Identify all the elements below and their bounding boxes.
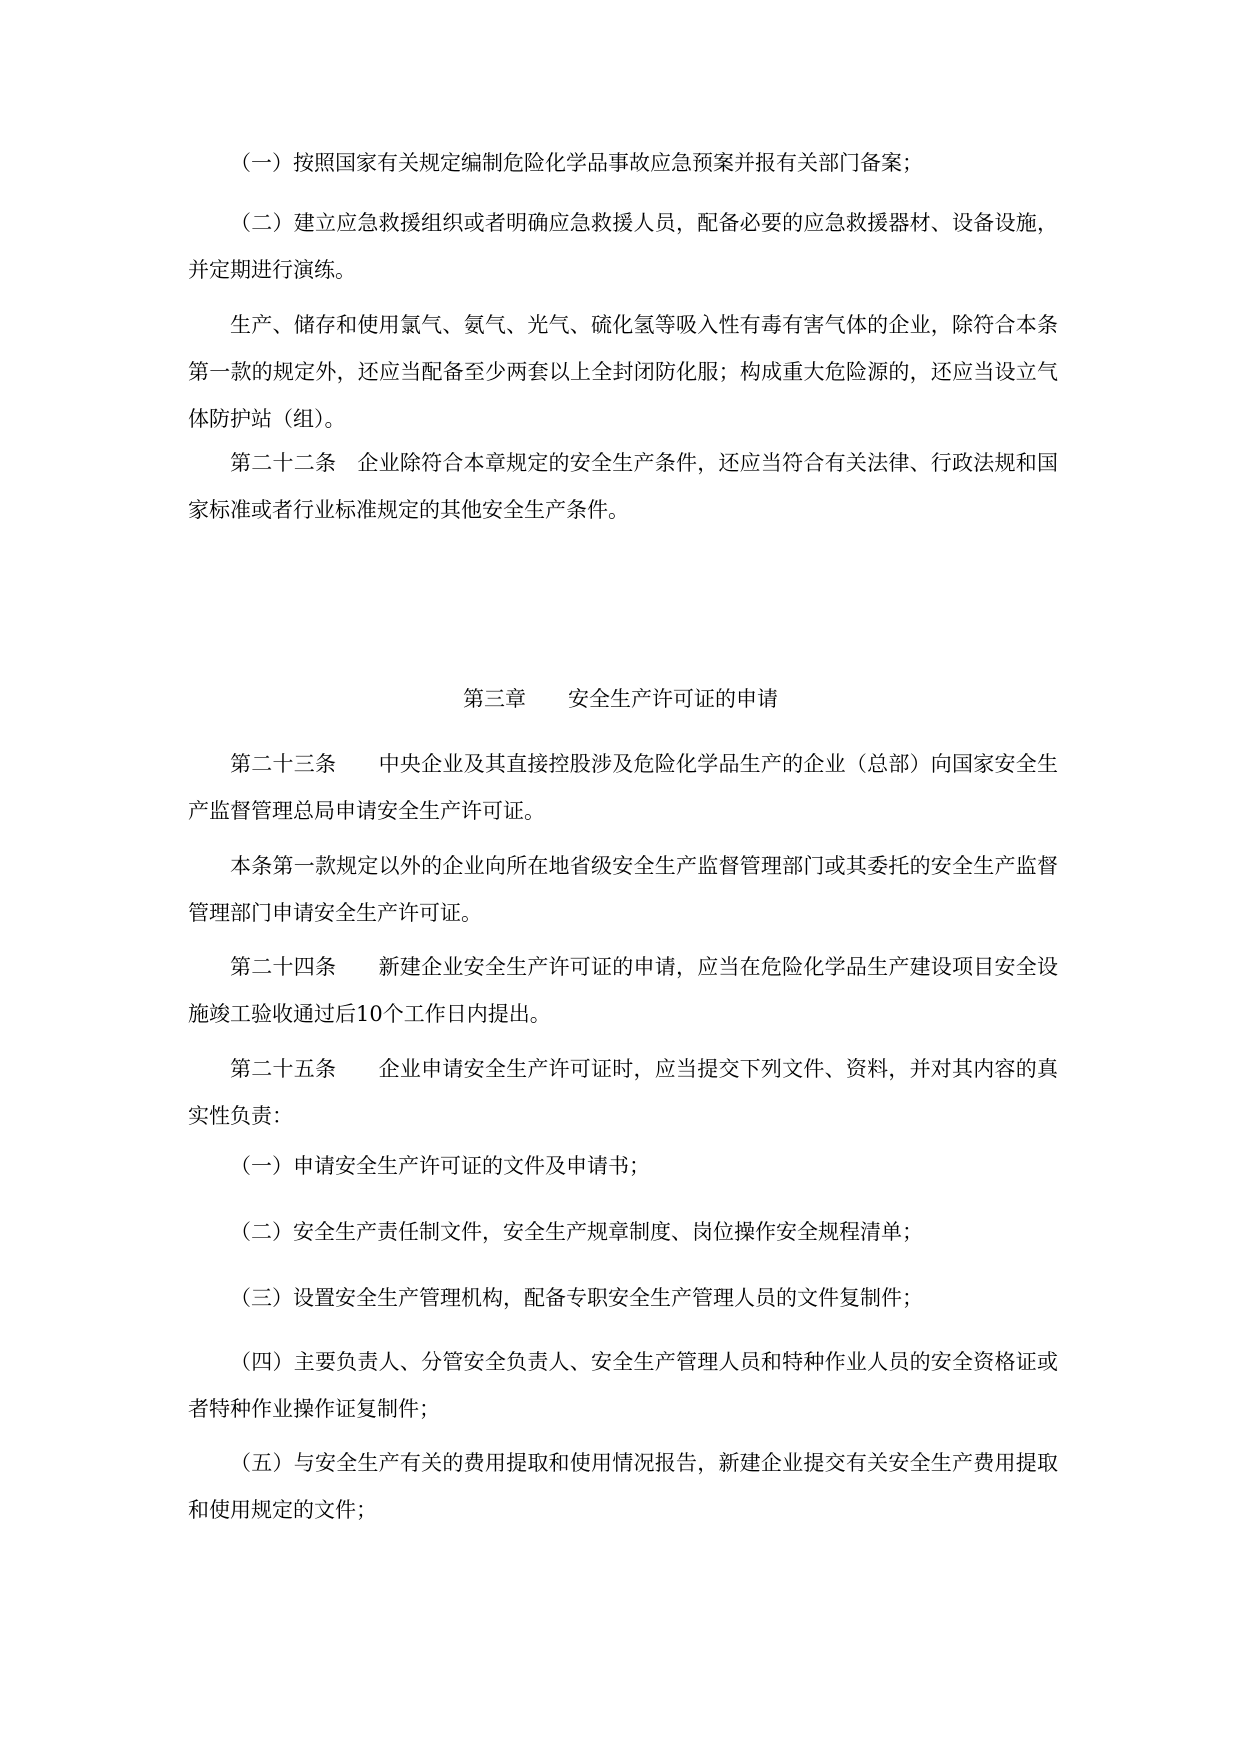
list-item-application-documents: （一）申请安全生产许可证的文件及申请书；: [230, 1154, 650, 1178]
list-item-qualification-certificates: （四）主要负责人、分管安全负责人、安全生产管理人员和特种作业人员的安全资格证或者特种作业操作证复制件；: [188, 1350, 1058, 1421]
paragraph-article-25: 第二十五条 企业申请安全生产许可证时，应当提交下列文件、资料，并对其内容的真实性负责：: [188, 1057, 1058, 1128]
paragraph-article-24: 第二十四条 新建企业安全生产许可证的申请，应当在危险化学品生产建设项目安全设施竣工验收通过后10个工作日内提出。: [188, 955, 1058, 1026]
list-item-responsibility-system: （二）安全生产责任制文件，安全生产规章制度、岗位操作安全规程清单；: [230, 1220, 923, 1244]
paragraph-toxic-gas: 生产、储存和使用氯气、氨气、光气、硫化氢等吸入性有毒有害气体的企业，除符合本条第一款的规定外，还应当配备至少两套以上全封闭防化服；构成重大危险源的，还应当设立气体防护站（组）。: [188, 313, 1058, 431]
list-item-safety-expense-report: （五）与安全生产有关的费用提取和使用情况报告，新建企业提交有关安全生产费用提取和使用规定的文件；: [188, 1451, 1058, 1522]
paragraph-rescue-organization: （二）建立应急救援组织或者明确应急救援人员，配备必要的应急救援器材、设备设施，并定期进行演练。: [188, 211, 1058, 282]
chapter-heading: [0, 676, 1241, 723]
paragraph-article-23-clause-2: 本条第一款规定以外的企业向所在地省级安全生产监督管理部门或其委托的安全生产监督管理部门申请安全生产许可证。: [188, 854, 1058, 925]
paragraph-emergency-plan: （一）按照国家有关规定编制危险化学品事故应急预案并报有关部门备案；: [230, 151, 923, 175]
chapter-number: 第三章: [463, 687, 526, 711]
paragraph-article-22: 第二十二条 企业除符合本章规定的安全生产条件，还应当符合有关法律、行政法规和国家标准或者行业标准规定的其他安全生产条件。: [188, 451, 1058, 522]
paragraph-article-23: 第二十三条 中央企业及其直接控股涉及危险化学品生产的企业（总部）向国家安全生产监督管理总局申请安全生产许可证。: [188, 752, 1058, 823]
chapter-title: 安全生产许可证的申请: [568, 687, 778, 711]
list-item-management-agency: （三）设置安全生产管理机构，配备专职安全生产管理人员的文件复制件；: [230, 1286, 923, 1310]
